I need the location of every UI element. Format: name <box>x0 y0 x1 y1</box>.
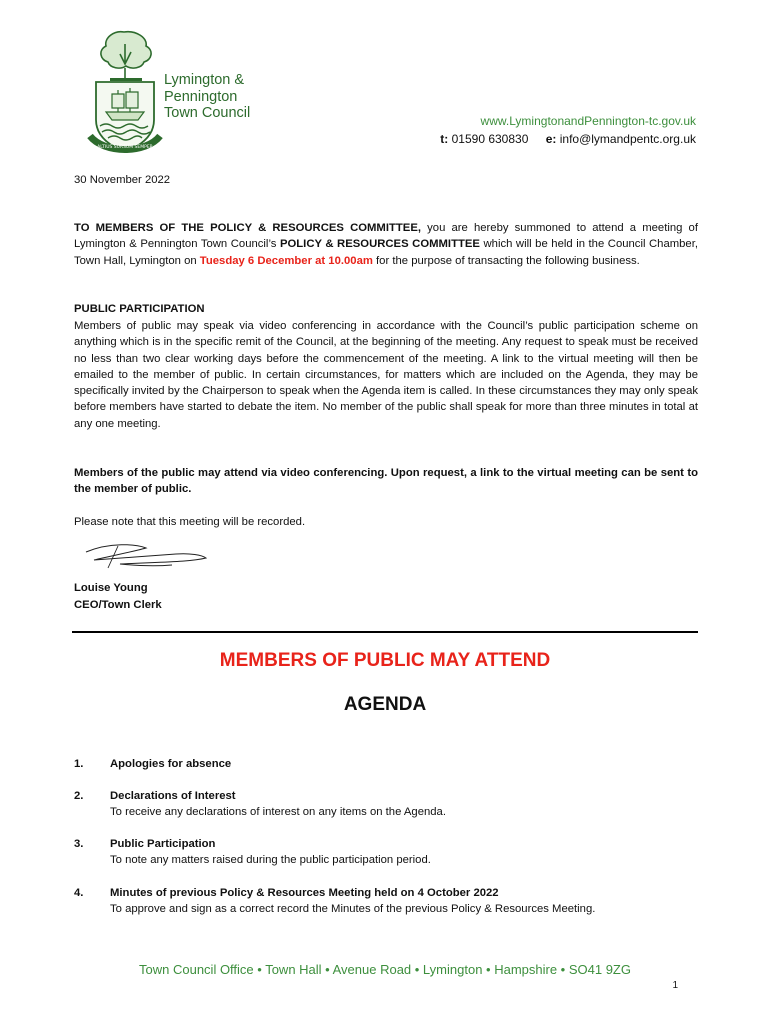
signatory <box>74 580 162 614</box>
agenda-item-number: 4. <box>74 887 84 899</box>
signer-name: Louise Young <box>74 582 148 594</box>
video-attendance-note: Members of the public may attend via video conferencing. Upon request, a link to the virtual meeting can be sent to the member of public. <box>74 467 698 496</box>
contact-details <box>440 112 696 148</box>
phone-label: t: <box>440 132 449 146</box>
agenda-item-title: Minutes of previous Policy & Resources Meeting held on 4 October 2022 <box>110 887 499 899</box>
logo-motto: ALTIUS SURSUM SEMPER <box>97 145 153 150</box>
page-number: 1 <box>672 980 678 991</box>
website-link[interactable]: www.LymingtonandPennington-tc.gov.uk <box>480 114 696 128</box>
public-participation-body: Members of public may speak via video conferencing in accordance with the Council’s public participation scheme on anything which is in the specific remit of the Council, at the beginning of the meeting. Any request to speak must be received no less than two clear working days before the commencement of the meeting. A link to the virtual meeting will then be emailed to the member of public. In certain circumstances, for matters which are included on the Agenda, they may be specifically invited by the Chairperson to speak when the Agenda item is called. In these circumstances they may only speak before members have started to debate the item. No member of the public shall speak for more than three minutes in total at any one meeting. <box>74 320 698 430</box>
agenda-heading: AGENDA <box>343 694 427 715</box>
summons-text-3: for the purpose of transacting the following business. <box>372 254 640 267</box>
agenda-item-number: 3. <box>74 838 84 850</box>
phone-number: 01590 630830 <box>451 132 529 146</box>
agenda-item-title: Apologies for absence <box>110 758 232 770</box>
public-attend-heading: MEMBERS OF PUBLIC MAY ATTEND <box>219 650 551 671</box>
agenda-item-description: To approve and sign as a correct record the Minutes of the previous Policy & Resources Meeting. <box>110 903 596 916</box>
summons-text-1: you are hereby summoned to attend a meeting of Lymington & Pennington Town Council’s <box>74 222 698 251</box>
committee-name: POLICY & RESOURCES COMMITTEE <box>279 238 480 251</box>
summons-lead: TO MEMBERS OF THE POLICY & RESOURCES COMMITTEE, <box>74 222 421 234</box>
section-divider <box>72 631 698 633</box>
summons-paragraph <box>74 220 698 269</box>
org-name-line-3: Town Council <box>164 105 251 121</box>
agenda-item-description: To receive any declarations of interest on any items on the Agenda. <box>110 806 446 819</box>
summons-text-2: which will be held in the Council Chamber, Town Hall, Lymington on <box>74 238 698 267</box>
org-name-line-1: Lymington & <box>164 72 245 88</box>
org-name-line-2: Pennington <box>164 88 238 105</box>
email-address[interactable]: info@lymandpentc.org.uk <box>559 132 696 146</box>
agenda-item-number: 2. <box>74 790 84 802</box>
agenda-item-title: Declarations of Interest <box>110 790 236 802</box>
meeting-datetime: Tuesday 6 December at 10.00am <box>199 254 373 267</box>
organisation-name <box>164 72 250 122</box>
agenda-item-title: Public Participation <box>110 838 216 850</box>
letter-date: 30 November 2022 <box>74 174 171 186</box>
agenda-item-number: 1. <box>74 758 84 770</box>
agenda-item-description: To note any matters raised during the public participation period. <box>110 854 431 867</box>
signature-image <box>80 538 210 572</box>
recording-note: Please note that this meeting will be recorded. <box>74 516 306 528</box>
email-label: e: <box>545 132 557 146</box>
public-participation-heading: PUBLIC PARTICIPATION <box>74 303 205 315</box>
signer-title: CEO/Town Clerk <box>74 599 162 611</box>
footer-address: Town Council Office • Town Hall • Avenue Road • Lymington • Hampshire • SO41 9ZG <box>139 962 631 977</box>
